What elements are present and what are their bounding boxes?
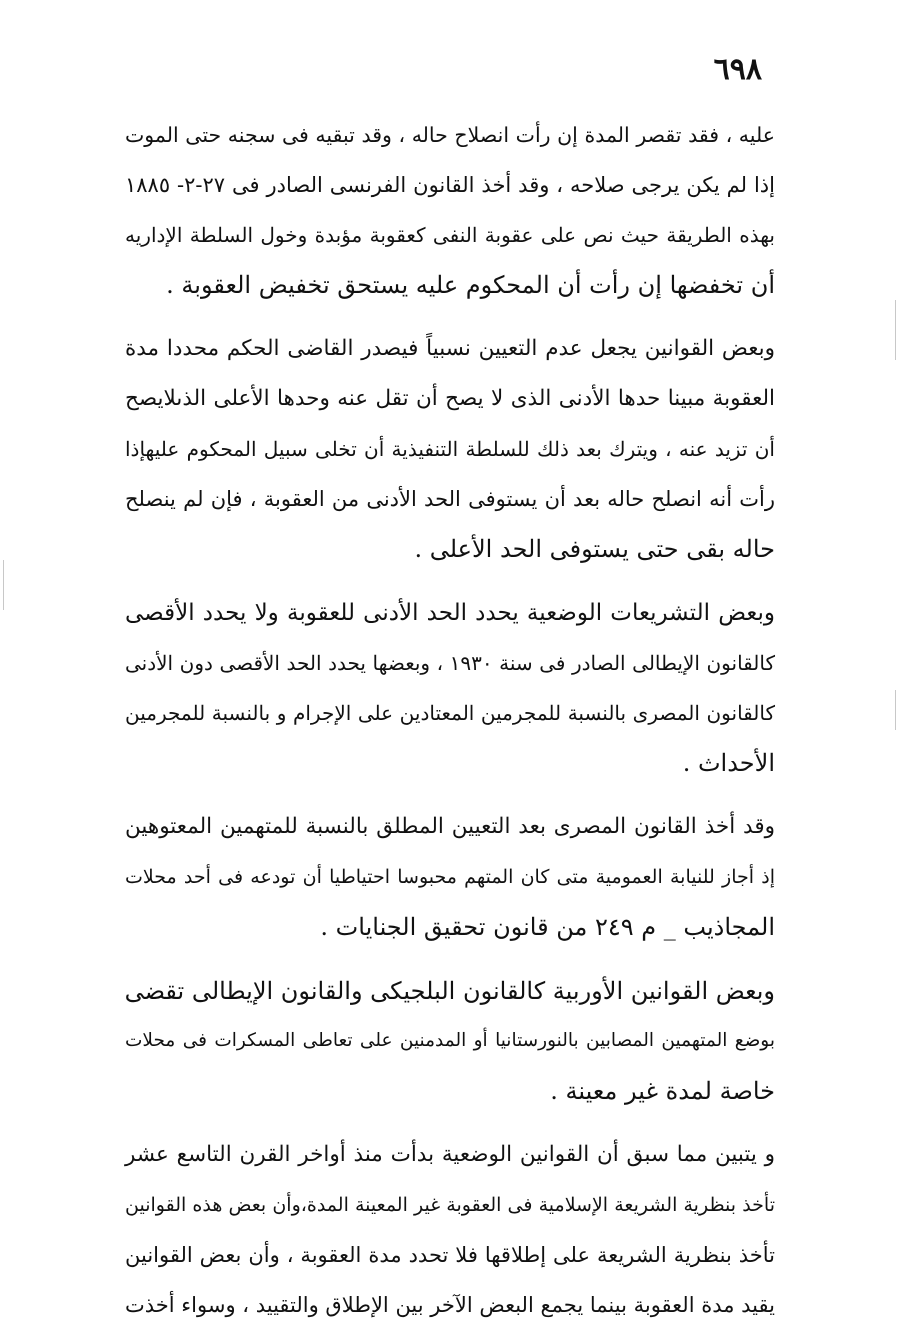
text-line: حاله بقى حتى يستوفى الحد الأعلى . [414,535,775,563]
text-line: و يتبين مما سبق أن القوانين الوضعية بدأت منذ أواخر القرن التاسع عشر [125,1142,775,1167]
text-line: وقد أخذ القانون المصرى بعد التعيين المطلق بالنسبة للمتهمين المعتوهين [125,814,775,839]
text-line: وبعض القوانين الأوربية كالقانون البلجيكى والقانون الإيطالى تقضى [124,977,775,1005]
text-line: إذا لم يكن يرجى صلاحه ، وقد أخذ القانون الفرنسى الصادر فى ٢٧-٢- ١٨٨٥ [125,173,775,197]
text-line: المجاذيب _ م ٢٤٩ من قانون تحقيق الجنايات . [320,913,775,941]
text-line: أن تزيد عنه ، ويترك بعد ذلك للسلطة التنفيذية أن تخلى سبيل المحكوم عليهإذا [125,437,775,461]
text-line: تأخذ بنظرية الشريعة على إطلاقها فلا تحدد مدة العقوبة ، وأن بعض القوانين [125,1243,775,1267]
body-text [125,110,775,1330]
text-line: بهذه الطريقة حيث نص على عقوبة النفى كعقوبة مؤبدة وخول السلطة الإداريه [125,223,775,247]
text-line: أن تخفضها إن رأت أن المحكوم عليه يستحق تخفيض العقوبة . [166,271,775,299]
text-line: يقيد مدة العقوبة بينما يجمع البعض الآخر بين الإطلاق والتقييد ، وسواء أخذت [125,1293,775,1317]
paragraph [125,802,775,952]
text-line: الأحداث . [682,749,775,777]
text-line: العقوبة مبينا حدها الأدنى الذى لا يصح أن تقل عنه وحدها الأعلى الذىلايصح [125,386,775,411]
text-line: عليه ، فقد تقصر المدة إن رأت انصلاح حاله ، وقد تبقيه فى سجنه حتى الموت [125,123,775,147]
text-line: وبعض القوانين يجعل عدم التعيين نسبياً فيصدر القاضى الحكم محددا مدة [125,336,775,361]
paragraph [125,324,775,574]
text-line: إذ أجاز للنيابة العمومية متى كان المتهم محبوسا احتياطيا أن تودعه فى أحد محلات [125,866,775,888]
text-line: خاصة لمدة غير معينة . [550,1077,775,1105]
paragraph [125,588,775,788]
paragraph [125,110,775,310]
paragraph [125,1130,775,1330]
scan-edge-mark [895,690,896,730]
text-line: كالقانون المصرى بالنسبة للمجرمين المعتادين على الإجرام و بالنسبة للمجرمين [125,701,775,725]
text-line: تأخذ بنظرية الشريعة الإسلامية فى العقوبة غير المعينة المدة،وأن بعض هذه القوانين [125,1194,775,1216]
text-line: رأت أنه انصلح حاله بعد أن يستوفى الحد الأدنى من العقوبة ، فإن لم ينصلح [125,487,775,511]
text-line: بوضع المتهمين المصابين بالنورستانيا أو المدمنين على تعاطى المسكرات فى محلات [125,1030,775,1051]
text-line: كالقانون الإيطالى الصادر فى سنة ١٩٣٠ ، وبعضها يحدد الحد الأقصى دون الأدنى [125,651,776,675]
scan-edge-mark [3,560,4,610]
paragraph [125,966,775,1116]
text-line: وبعض التشريعات الوضعية يحدد الحد الأدنى للعقوبة ولا يحدد الأقصى [125,600,775,626]
page-number: ٦٩٨ [713,52,762,87]
scan-edge-mark [895,300,896,360]
